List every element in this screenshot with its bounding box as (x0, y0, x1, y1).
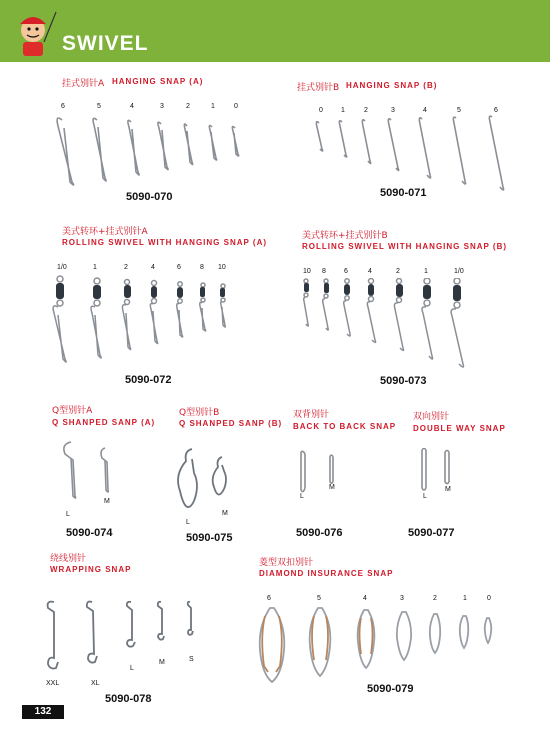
size-label: 4 (363, 595, 367, 602)
size-label: 0 (487, 595, 491, 602)
size-label: 1/0 (57, 264, 67, 271)
size-label: 5 (97, 103, 101, 110)
size-label: 8 (200, 264, 204, 271)
q-shaped-snap-a-photo (55, 440, 120, 500)
product-code-078: 5090-078 (105, 693, 152, 705)
size-label: 1 (463, 595, 467, 602)
size-label: 10 (218, 264, 226, 271)
section-073-cn-title: 美式转环+挂式别针B (302, 231, 388, 241)
section-074-en-title: Q SHANPED SANP (A) (52, 418, 156, 427)
size-label: 1 (93, 264, 97, 271)
size-label: 3 (400, 595, 404, 602)
size-label: 2 (396, 268, 400, 275)
size-label: 6 (267, 595, 271, 602)
diamond-insurance-snap-photo (248, 606, 503, 686)
section-076-en-title: BACK TO BACK SNAP (293, 422, 397, 431)
page-number-badge (22, 705, 64, 719)
section-073-en-title: ROLLING SWIVEL WITH HANGING SNAP (B) (302, 242, 508, 251)
page-header-bar (0, 0, 550, 62)
size-label: L (423, 493, 427, 500)
fisherman-mascot-logo (8, 8, 58, 58)
size-label: 4 (151, 264, 155, 271)
size-label: 5 (317, 595, 321, 602)
size-label: 6 (494, 107, 498, 114)
section-079-cn-title: 菱型双扣别针 (259, 558, 314, 568)
section-071-en-title: HANGING SNAP (B) (346, 81, 438, 90)
size-label: 2 (124, 264, 128, 271)
size-label: 2 (433, 595, 437, 602)
section-079-en-title: DIAMOND INSURANCE SNAP (259, 569, 394, 578)
size-label: 3 (160, 103, 164, 110)
page-title: SWIVEL (62, 32, 149, 55)
size-label: S (189, 656, 194, 663)
section-075-cn-title: Q型别针B (179, 408, 220, 418)
rolling-swivel-hanging-snap-b-photo (295, 278, 480, 373)
double-way-snap-photo (412, 448, 462, 493)
size-label: 1/0 (454, 268, 464, 275)
hanging-snap-a-photo (50, 112, 250, 192)
size-label: 6 (344, 268, 348, 275)
size-label: L (300, 493, 304, 500)
size-label: 1 (424, 268, 428, 275)
size-label: M (445, 486, 451, 493)
product-code-071: 5090-071 (380, 187, 427, 199)
size-label: L (130, 665, 134, 672)
section-072-cn-title: 美式转环+挂式别针A (62, 227, 148, 237)
section-070-cn-title: 挂式别针A (62, 79, 105, 89)
section-070-en-title: HANGING SNAP (A) (112, 77, 204, 86)
product-code-073: 5090-073 (380, 375, 427, 387)
page-number: 132 (34, 706, 52, 717)
size-label: 1 (341, 107, 345, 114)
size-label: 0 (234, 103, 238, 110)
q-shaped-snap-b-photo (172, 445, 242, 520)
size-label: M (104, 498, 110, 505)
section-075-en-title: Q SHANPED SANP (B) (179, 419, 283, 428)
section-077-en-title: DOUBLE WAY SNAP (413, 424, 506, 433)
section-078-en-title: WRAPPING SNAP (50, 565, 132, 574)
size-label: 8 (322, 268, 326, 275)
size-label: 4 (130, 103, 134, 110)
size-label: M (222, 510, 228, 517)
size-label: L (66, 511, 70, 518)
product-code-077: 5090-077 (408, 527, 455, 539)
section-076-cn-title: 双背别针 (293, 410, 330, 420)
section-071-cn-title: 挂式别针B (297, 83, 340, 93)
section-072-en-title: ROLLING SWIVEL WITH HANGING SNAP (A) (62, 238, 268, 247)
size-label: M (329, 484, 335, 491)
size-label: 4 (368, 268, 372, 275)
size-label: 2 (186, 103, 190, 110)
product-code-074: 5090-074 (66, 527, 113, 539)
rolling-swivel-hanging-snap-a-photo (45, 275, 240, 365)
size-label: XL (91, 680, 100, 687)
product-code-072: 5090-072 (125, 374, 172, 386)
size-label: 3 (391, 107, 395, 114)
size-label: 2 (364, 107, 368, 114)
size-label: L (186, 519, 190, 526)
product-code-070: 5090-070 (126, 191, 173, 203)
size-label: 5 (457, 107, 461, 114)
section-077-cn-title: 双向别针 (413, 412, 450, 422)
size-label: XXL (46, 680, 60, 687)
size-label: 4 (423, 107, 427, 114)
product-code-079: 5090-079 (367, 683, 414, 695)
size-label: M (159, 659, 165, 666)
product-code-076: 5090-076 (296, 527, 343, 539)
size-label: 6 (177, 264, 181, 271)
section-074-cn-title: Q型别针A (52, 406, 93, 416)
size-label: 0 (319, 107, 323, 114)
product-code-075: 5090-075 (186, 532, 233, 544)
size-label: 1 (211, 103, 215, 110)
size-label: 10 (303, 268, 311, 275)
hanging-snap-b-photo (305, 115, 520, 195)
section-078-cn-title: 绕线别针 (50, 554, 87, 564)
wrapping-snap-photo (40, 598, 205, 678)
size-label: 6 (61, 103, 65, 110)
